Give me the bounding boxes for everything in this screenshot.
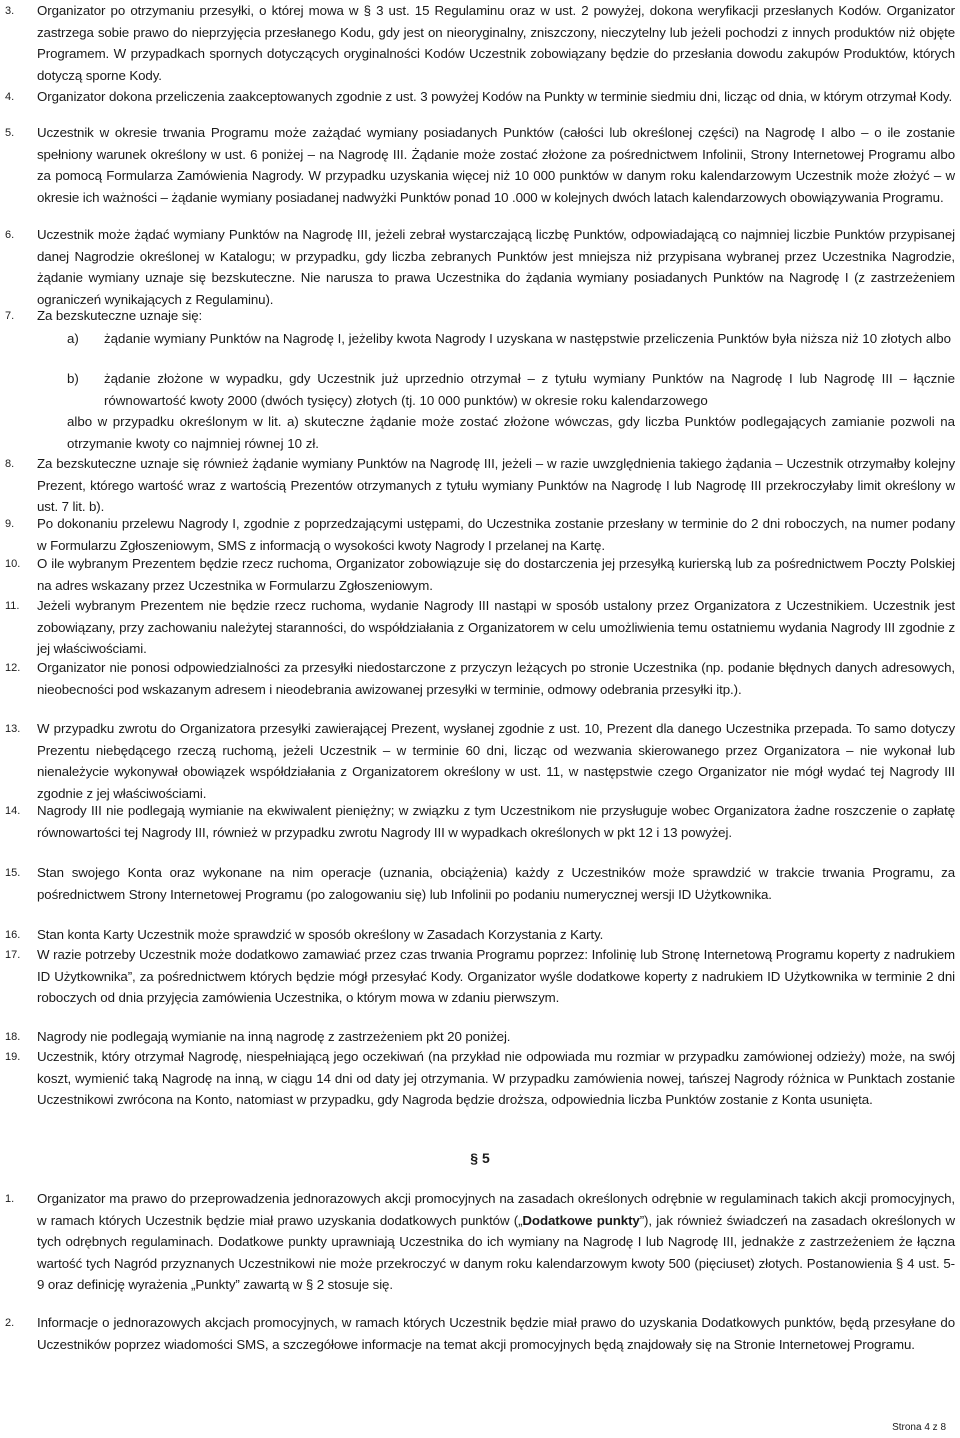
item-text: Uczestnik w okresie trwania Programu może zażądać wymiany posiadanych Punktów (całości lub określonej części) na Nagrodę I albo – o ile zostanie spełniony warunek określony w ust. 6 poniżej – na Nagrodę III. Żądanie może zostać złożone za pośrednictwem Infolinii, Strony Internetowej Programu albo za pomocą Formularza Zamówienia Nagrody. W przypadku uzyskania więcej niż 10 000 punktów w danym roku kalendarzowym Uczestnik może złożyć – w okresie ich ważności – żądanie wymiany posiadanej nadwyżki Punktów ponad 10 .000 w kolejnych dwóch latach kalendarzowych obowiązywania Programu. <box>37 125 955 205</box>
list-item <box>5 305 955 327</box>
item-number: 15. <box>5 867 21 879</box>
item-text: Po dokonaniu przelewu Nagrody I, zgodnie z poprzedzającymi ustępami, do Uczestnika zostanie przesłany w terminie do 2 dni roboczych, na numer podany w Formularzu Zgłoszeniowym, SMS z informacją o wysokości kwoty Nagrody I przelanej na Kartę. <box>37 516 955 553</box>
sub-item-label: a) <box>67 331 79 346</box>
item-text: Organizator nie ponosi odpowiedzialności za przesyłki niedostarczone z przyczyn leżących po stronie Uczestnika (np. podanie błędnych danych adresowych, nieobecności pod wskazanym adresem i nieodebrania awizowanej przesyłki w terminie, odmowy odebrania przesyłki itp.). <box>37 660 955 697</box>
item-text: Uczestnik może żądać wymiany Punktów na Nagrodę III, jeżeli zebrał wystarczającą liczbę Punktów, odpowiadającą co najmniej liczbie Punktów przypisanej danej Nagrodzie określonej w Katalogu; w przypadku, gdy liczba zebranych Punktów jest mniejsza niż przypisana wybranej przez Uczestnika Nagrodzie, żądanie wymiany uznaje się bezskuteczne. Nie narusza to prawa Uczestnika do żądania wymiany posiadanych Punktów na Nagrodę I (z zastrzeżeniem ograniczeń wynikających z Regulaminu). <box>37 227 955 307</box>
item-text: Nagrody III nie podlegają wymianie na ekwiwalent pieniężny; w związku z tym Uczestnikom nie przysługuje wobec Organizatora żadne roszczenie o zapłatę równowartości tej Nagrody III, również w przypadku zwrotu Nagrody III w wypadkach określonych w pkt 12 i 13 powyżej. <box>37 803 955 840</box>
item-text: W razie potrzeby Uczestnik może dodatkowo zamawiać przez czas trwania Programu poprzez: Infolinię lub Stronę Internetową Programu koperty z nadrukiem ID Użytkownika”, za pośrednictwem których będzie mógł przesyłać Kody. Organizator wyśle dodatkowe koperty z nadrukiem ID Użytkownika w terminie 2 dni roboczych od dnia przyjęcia zamówienia Uczestnika, o którym mowa w zdaniu pierwszym. <box>37 947 955 1005</box>
item-text: Za bezskuteczne uznaje się: <box>37 308 203 323</box>
list-item <box>5 1046 955 1111</box>
item-number: 4. <box>5 91 15 103</box>
item-number: 18. <box>5 1031 21 1043</box>
item-number: 11. <box>5 600 20 612</box>
sub-item-text: żądanie wymiany Punktów na Nagrodę I, jeżeliby kwota Nagrody I uzyskana w następstwie przeliczenia Punktów była niższa niż 10 złotych albo <box>104 331 952 346</box>
list-item <box>5 453 955 518</box>
sub-item <box>0 368 955 411</box>
list-item <box>5 1188 955 1296</box>
item-number: 16. <box>5 929 21 941</box>
list-item <box>5 924 955 946</box>
item-text-part: ”), jak również świadczeń na zasadach określonych w tych odrębnych regulaminach. Dodatkowe punkty uprawniają Uczestnika do ich wymiany na Nagrodę I lub Nagrodę III, jednakże z zastrzeżeniem że łączna wartość tych Nagród przyznanych Uczestnikowi nie może przekroczyć w danym roku kalendarzowym kwoty 500 (pięciuset) złotych. Postanowienia § 4 ust. 5-9 oraz definicję wyrażenia „Punkty” zawartą w § 2 stosuje się. <box>37 1212 955 1292</box>
item-number: 1. <box>5 1193 15 1205</box>
item-number: 17. <box>5 949 21 961</box>
list-item <box>5 595 955 660</box>
sub-item-label: b) <box>67 371 79 386</box>
item-number: 3. <box>5 5 15 17</box>
item-number: 19. <box>5 1051 21 1063</box>
item-text: Stan swojego Konta oraz wykonane na nim operacje (uznania, obciążenia) każdy z Uczestników może sprawdzić w trakcie trwania Programu, za pośrednictwem Strony Internetowej Programu (po zalogowaniu się) lub Infolinii po podaniu numerycznej wersji ID Użytkownika. <box>37 865 955 902</box>
item-number: 8. <box>5 458 15 470</box>
list-item <box>5 1312 955 1355</box>
item-continuation: albo w przypadku określonym w lit. a) skuteczne żądanie może zostać złożone wówczas, gdy liczba Punktów podlegających zamianie pozwoli na otrzymanie kwoty co najmniej równej 10 zł. <box>67 414 955 451</box>
item-number: 9. <box>5 518 15 530</box>
sub-item-text: żądanie złożone w wypadku, gdy Uczestnik już uprzednio otrzymał – z tytułu wymiany Punktów na Nagrodę I lub Nagrodę III – łącznie równowartość kwoty 2000 (dwóch tysięcy) złotych (tj. 10 000 punktów) w okresie roku kalendarzowego <box>104 371 955 408</box>
item-text: Organizator po otrzymaniu przesyłki, o której mowa w § 3 ust. 15 Regulaminu oraz w ust. 2 powyżej, dokona weryfikacji przesłanych Kodów. Organizator zastrzega sobie prawo do nieprzyjęcia przesłanego Kodu, gdy jest on nieoryginalny, zniszczony, nieczytelny lub jeżeli pochodzi z innych produktów niż objęte Programem. W przypadkach spornych dotyczących oryginalności Kodów Uczestnik zobowiązany będzie do przesłania dowodu zakupów Produktów, których dotyczą sporne Kody. <box>37 3 955 83</box>
item-text: Uczestnik, który otrzymał Nagrodę, niespełniającą jego oczekiwań (na przykład nie odpowiada mu rozmiar w przypadku zamówionej odzieży) może, na swój koszt, wymienić taką Nagrodę na inną, w ciągu 14 dni od daty jej otrzymania. W przypadku zamówienia nowej, tańszej Nagrody różnica w Punktach zostanie Uczestnikowi zwrócona na Konto, natomiast w przypadku, gdy Nagroda będzie droższa, odpowiednia liczba Punktów zostanie z Konta usunięta. <box>37 1049 955 1107</box>
defined-term: Dodatkowe punkty <box>522 1212 640 1228</box>
sub-item <box>0 328 955 350</box>
list-item <box>5 0 955 86</box>
item-number: 13. <box>5 723 21 735</box>
list-item <box>5 944 955 1009</box>
item-number: 2. <box>5 1317 15 1329</box>
section-heading: § 5 <box>470 1150 490 1166</box>
item-number: 14. <box>5 805 21 817</box>
item-number: 12. <box>5 662 21 674</box>
list-item <box>5 224 955 310</box>
item-text <box>37 1188 955 1296</box>
item-text: Organizator dokona przeliczenia zaakceptowanych zgodnie z ust. 3 powyżej Kodów na Punkty w terminie siedmiu dni, licząc od dnia, w którym otrzymał Kody. <box>37 89 953 104</box>
list-item <box>5 1026 955 1048</box>
item-text: O ile wybranym Prezentem będzie rzecz ruchoma, Organizator zobowiązuje się do dostarczenia jej przesyłką kurierską lub za pośrednictwem Poczty Polskiej na adres wskazany przez Uczestnika w Formularzu Zgłoszeniowym. <box>37 556 955 593</box>
list-item <box>5 800 955 843</box>
item-text: Stan konta Karty Uczestnik może sprawdzić w sposób określony w Zasadach Korzystania z Karty. <box>37 927 604 942</box>
item-number: 6. <box>5 229 15 241</box>
list-item <box>5 862 955 905</box>
list-item <box>5 122 955 208</box>
page-number: Strona 4 z 8 <box>892 1422 946 1433</box>
item-number: 7. <box>5 310 15 322</box>
list-item <box>5 513 955 556</box>
list-item <box>5 657 955 700</box>
list-item <box>5 718 955 804</box>
item-text: W przypadku zwrotu do Organizatora przesyłki zawierającej Prezent, wysłanej zgodnie z ust. 10, Prezent dla danego Uczestnika przepada. To samo dotyczy Prezentu niebędącego rzeczą ruchomą, jeżeli Uczestnik – w terminie 60 dni, licząc od wezwania skierowanego przez Organizatora – nie wykonał lub nienależycie wykonywał obowiązek współdziałania z Organizatorem określony w ust. 11, w następstwie czego Organizator nie mógł wydać tej Nagrody III zgodnie z jej właściwościami. <box>37 721 955 801</box>
list-item <box>5 553 955 596</box>
item-text: Za bezskuteczne uznaje się również żądanie wymiany Punktów na Nagrodę III, jeżeli – w razie uwzględnienia takiego żądania – Uczestnik otrzymałby kolejny Prezent, którego wartość wraz z wartością Prezentów otrzymanych z tytułu wymiany Punktów na Nagrodę I lub Nagrodę III przekroczyłaby limit określony w ust. 7 lit. b). <box>37 456 955 514</box>
item-text-part: Organizator ma prawo do przeprowadzenia jednorazowych akcji promocyjnych na zasadach określonych odrębnie w regulaminach takich akcji promocyjnych, w ramach których Uczestnik będzie miał prawo uzyskania dodatkowych punktów („ <box>37 1191 955 1228</box>
item-number: 5. <box>5 127 15 139</box>
item-text: Jeżeli wybranym Prezentem nie będzie rzecz ruchoma, wydanie Nagrody III nastąpi w sposób ustalony przez Organizatora z Uczestnikiem. Uczestnik jest zobowiązany, przy zachowaniu należytej staranności, do współdziałania z Organizatorem w celu umożliwienia temu ostatniemu wydania Nagrody III zgodnie z jej właściwościami. <box>37 598 955 656</box>
list-item <box>5 86 955 108</box>
item-number: 10. <box>5 558 21 570</box>
item-text-part: Informacje o jednorazowych akcjach promocyjnych, w ramach których Uczestnik będzie miał prawo do uzyskania Dodatkowych punktów, będą przesyłane do Uczestników poprzez wiadomości SMS, a szczegółowe informacje na temat akcji promocyjnych będą znajdowały się na Stronie Internetowej Programu. <box>37 1315 955 1352</box>
item-text: Nagrody nie podlegają wymianie na inną nagrodę z zastrzeżeniem pkt 20 poniżej. <box>37 1029 511 1044</box>
item-text <box>37 1312 955 1355</box>
